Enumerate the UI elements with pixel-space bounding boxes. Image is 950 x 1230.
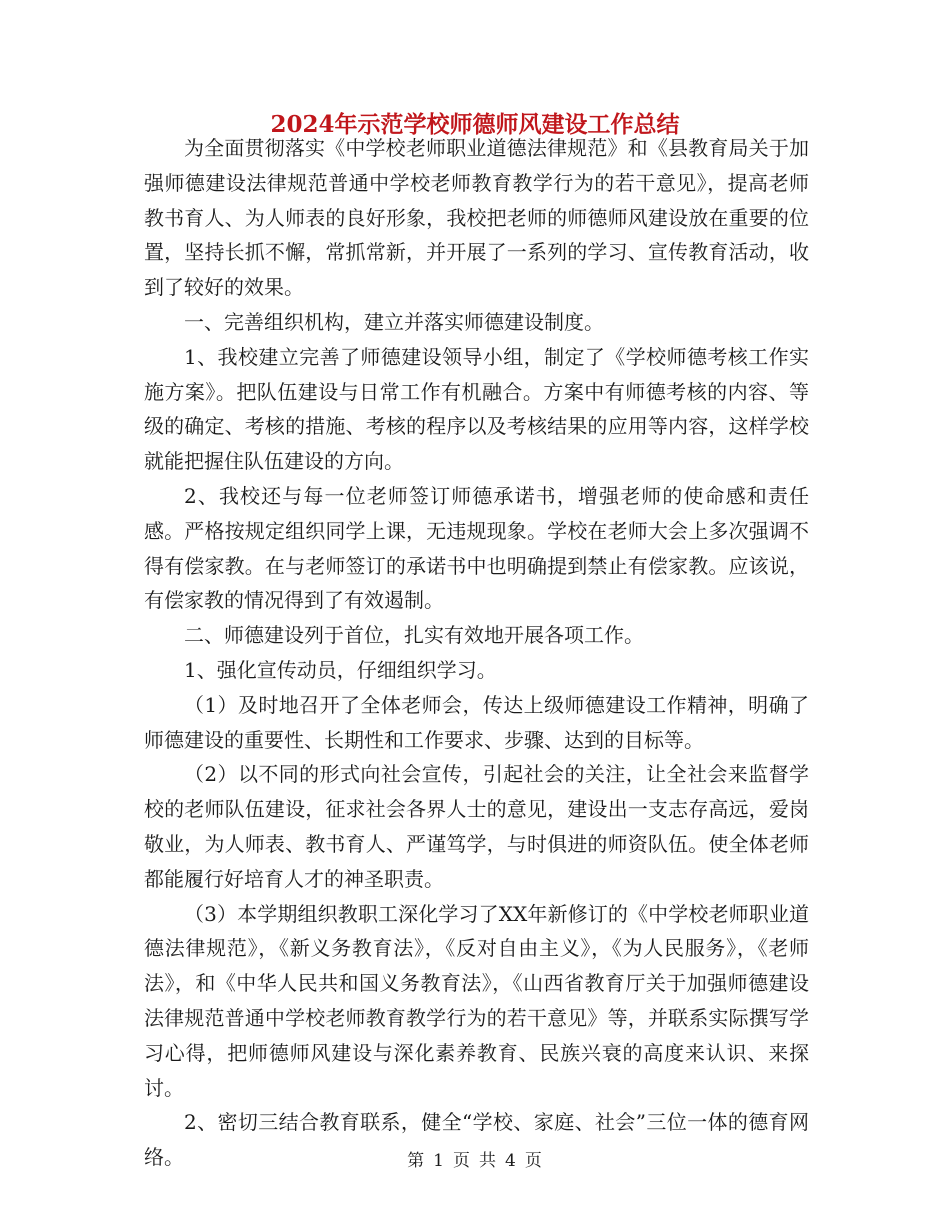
footer-suffix: 页 bbox=[524, 1151, 543, 1171]
footer-total-pages: 4 bbox=[505, 1151, 517, 1171]
paragraph-2-1-3: （3）本学期组织教职工深化学习了XX年新修订的《中学校老师职业道德法律规范》，《新义务教育法》，《反对自由主义》，《为人民服务》，《老师法》，和《中华人民共和国义务教育法》，《山西省教育厅关于加强师德建设法律规范普通中学校老师教育教学行为的若干意见》等，并联系实际撰写学习心得，把师德师风建设与深化素养教育、民族兴衰的高度来认识、来探讨。 bbox=[144, 901, 809, 1100]
paragraph-2-1-2: （2）以不同的形式向社会宣传，引起社会的关注，让全社会来监督学校的老师队伍建设，征求社会各界人士的意见，建设出一支志存高远，爱岗敬业，为人师表、教书育人、严谨笃学，与时俱进的师资队伍。使全体老师都能履行好培育人才的神圣职责。 bbox=[144, 762, 809, 891]
document-body bbox=[144, 131, 809, 1175]
paragraph-1-2: 2、我校还与每一位老师签订师德承诺书，增强老师的使命感和责任感。严格按规定组织同学上课，无违规现象。学校在老师大会上多次强调不得有偿家教。在与老师签订的承诺书中也明确提到禁止有偿家教。应该说，有偿家教的情况得到了有效遏制。 bbox=[144, 483, 809, 613]
subheading-2-1: 1、强化宣传动员，仔细组织学习。 bbox=[184, 657, 497, 682]
footer-prefix: 第 bbox=[407, 1151, 426, 1171]
subheading-2-2: 2、密切三结合教育联系，健全“学校、家庭、社会”三位一体的德育网络。 bbox=[144, 1110, 809, 1170]
section-heading-2: 二、师德建设列于首位，扎实有效地开展各项工作。 bbox=[184, 623, 644, 648]
footer-page-word: 页 bbox=[453, 1151, 471, 1171]
page-footer bbox=[0, 1146, 950, 1171]
footer-current-page: 1 bbox=[433, 1151, 445, 1171]
paragraph-2-1-1: （1）及时地召开了全体老师会，传达上级师德建设工作精神，明确了师德建设的重要性、长期性和工作要求、步骤、达到的目标等。 bbox=[144, 692, 809, 752]
footer-total-word: 共 bbox=[479, 1151, 497, 1171]
section-heading-1: 一、完善组织机构，建立并落实师德建设制度。 bbox=[184, 309, 604, 334]
document-title: 2024年示范学校师德师风建设工作总结 bbox=[270, 111, 680, 138]
paragraph-1-1: 1、我校建立完善了师德建设领导小组，制定了《学校师德考核工作实施方案》。把队伍建设与日常工作有机融合。方案中有师德考核的内容、等级的确定、考核的措施、考核的程序以及考核结果的应用等内容，这样学校就能把握住队伍建设的方向。 bbox=[144, 344, 809, 474]
paragraph-intro: 为全面贯彻落实《中学校老师职业道德法律规范》和《县教育局关于加强师德建设法律规范普通中学校老师教育教学行为的若干意见》，提高老师教书育人、为人师表的良好形象，我校把老师的师德师风建设放在重要的位置，坚持长抓不懈，常抓常新，并开展了一系列的学习、宣传教育活动，收到了较好的效果。 bbox=[144, 136, 809, 300]
